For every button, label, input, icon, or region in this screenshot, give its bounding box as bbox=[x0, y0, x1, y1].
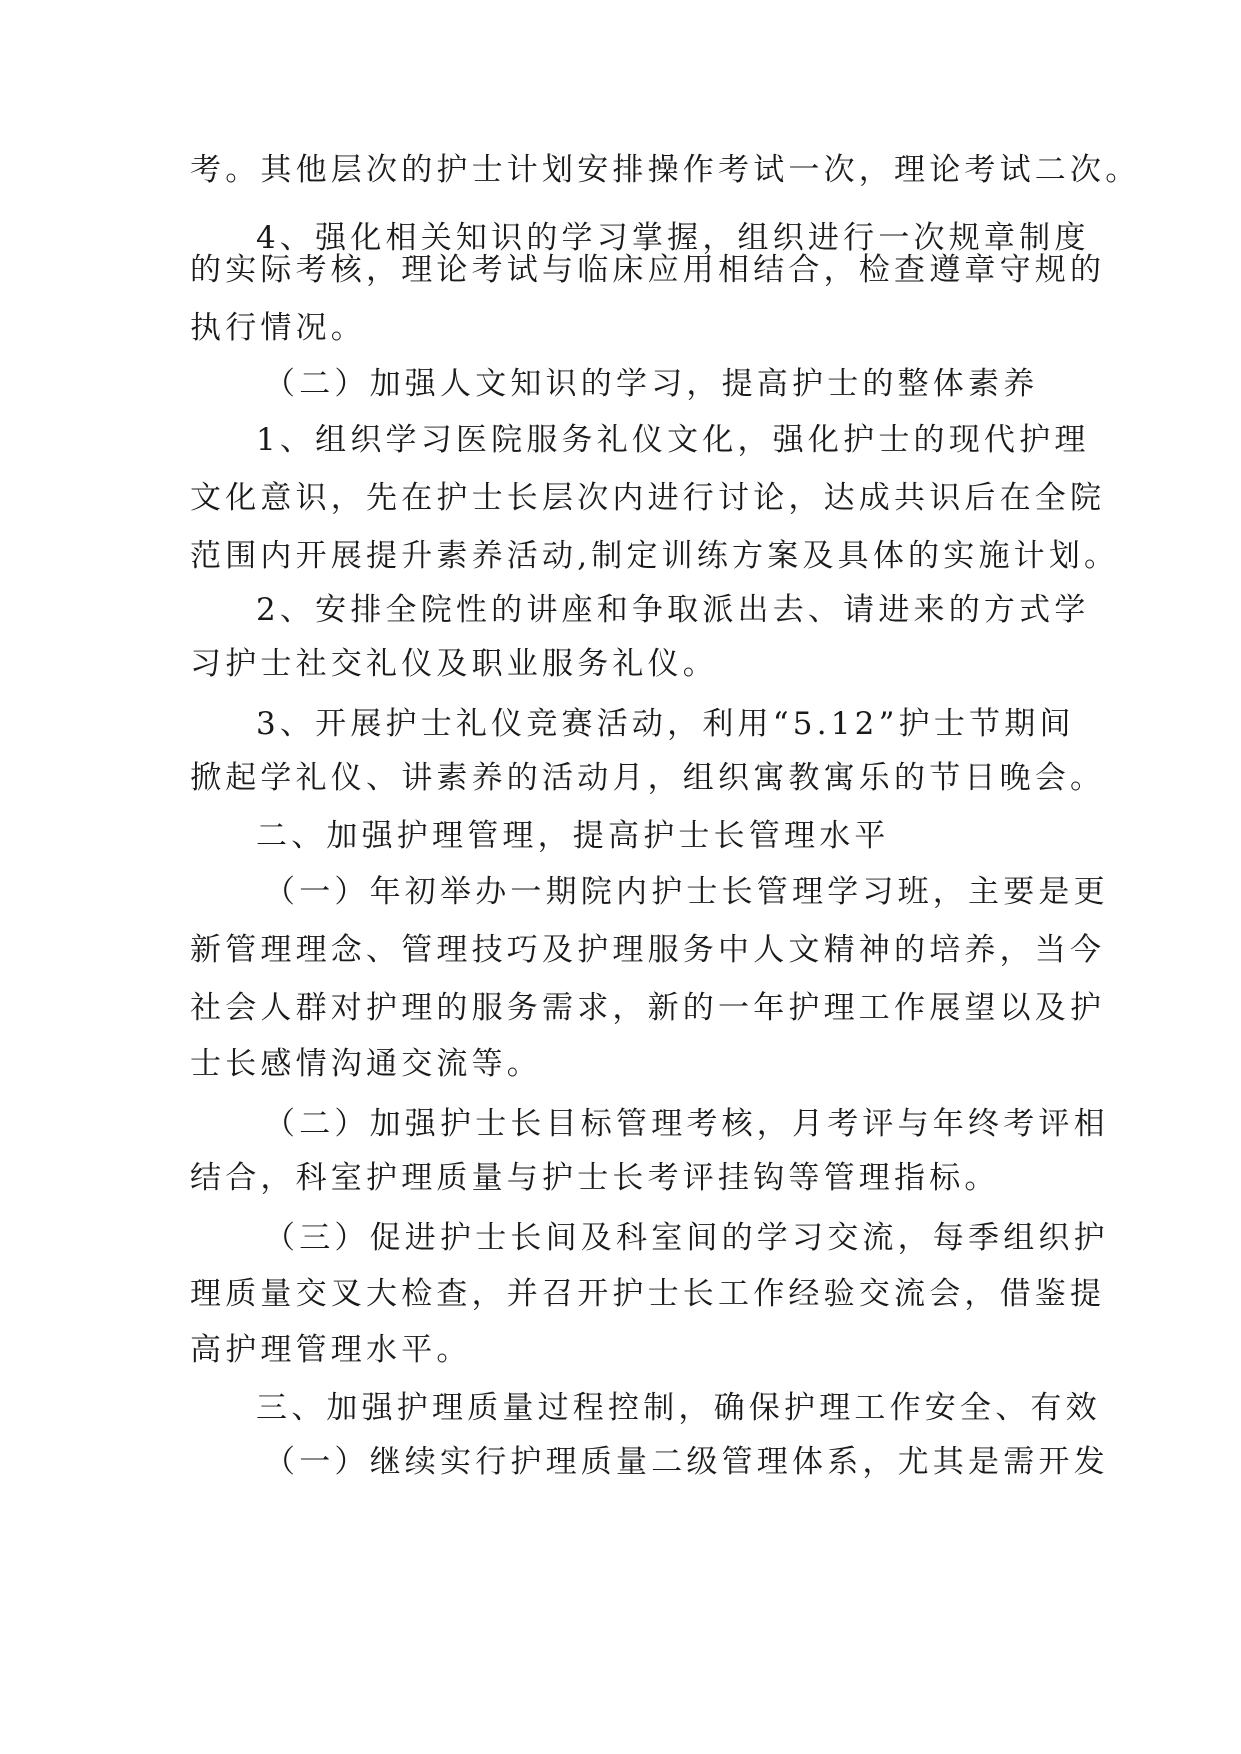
text-line: 高护理管理水平。 bbox=[190, 1332, 472, 1368]
section-heading: （二）加强人文知识的学习，提高护士的整体素养 bbox=[264, 366, 1039, 402]
text-line: 执行情况。 bbox=[190, 310, 366, 346]
text-line: （一）继续实行护理质量二级管理体系，尤其是需开发 bbox=[264, 1444, 1109, 1480]
text-line: 理质量交叉大检查，并召开护士长工作经验交流会，借鉴提 bbox=[190, 1276, 1106, 1312]
text-line: （三）促进护士长间及科室间的学习交流，每季组织护 bbox=[264, 1220, 1109, 1256]
section-heading: 三、加强护理质量过程控制，确保护理工作安全、有效 bbox=[256, 1390, 1101, 1426]
text-line: 4、强化相关知识的学习掌握，组织进行一次规章制度 bbox=[256, 220, 1090, 256]
text-line: 范围内开展提升素养活动,制定训练方案及具体的实施计划。 bbox=[190, 538, 1120, 574]
section-heading: 二、加强护理管理，提高护士长管理水平 bbox=[256, 818, 890, 854]
text-line: 1、组织学习医院服务礼仪文化，强化护士的现代护理 bbox=[256, 422, 1090, 458]
text-line: 结合，科室护理质量与护士长考评挂钩等管理指标。 bbox=[190, 1160, 1000, 1196]
text-line: 2、安排全院性的讲座和争取派出去、请进来的方式学 bbox=[256, 592, 1090, 628]
text-line: （二）加强护士长目标管理考核，月考评与年终考评相 bbox=[264, 1106, 1109, 1142]
text-line: 文化意识，先在护士长层次内进行讨论，达成共识后在全院 bbox=[190, 480, 1106, 516]
text-line: 习护士社交礼仪及职业服务礼仪。 bbox=[190, 646, 718, 682]
text-line: 士长感情沟通交流等。 bbox=[190, 1046, 542, 1082]
text-line: 考。其他层次的护士计划安排操作考试一次，理论考试二次。 bbox=[190, 152, 1141, 188]
text-line: 社会人群对护理的服务需求，新的一年护理工作展望以及护 bbox=[190, 990, 1106, 1026]
text-line: （一）年初举办一期院内护士长管理学习班，主要是更 bbox=[264, 874, 1109, 910]
text-line: 的实际考核，理论考试与临床应用相结合，检查遵章守规的 bbox=[190, 252, 1106, 288]
text-line: 新管理理念、管理技巧及护理服务中人文精神的培养，当今 bbox=[190, 932, 1106, 968]
text-line: 3、开展护士礼仪竞赛活动，利用“5.12”护士节期间 bbox=[256, 706, 1075, 742]
text-line: 掀起学礼仪、讲素养的活动月，组织寓教寓乐的节日晚会。 bbox=[190, 760, 1106, 796]
